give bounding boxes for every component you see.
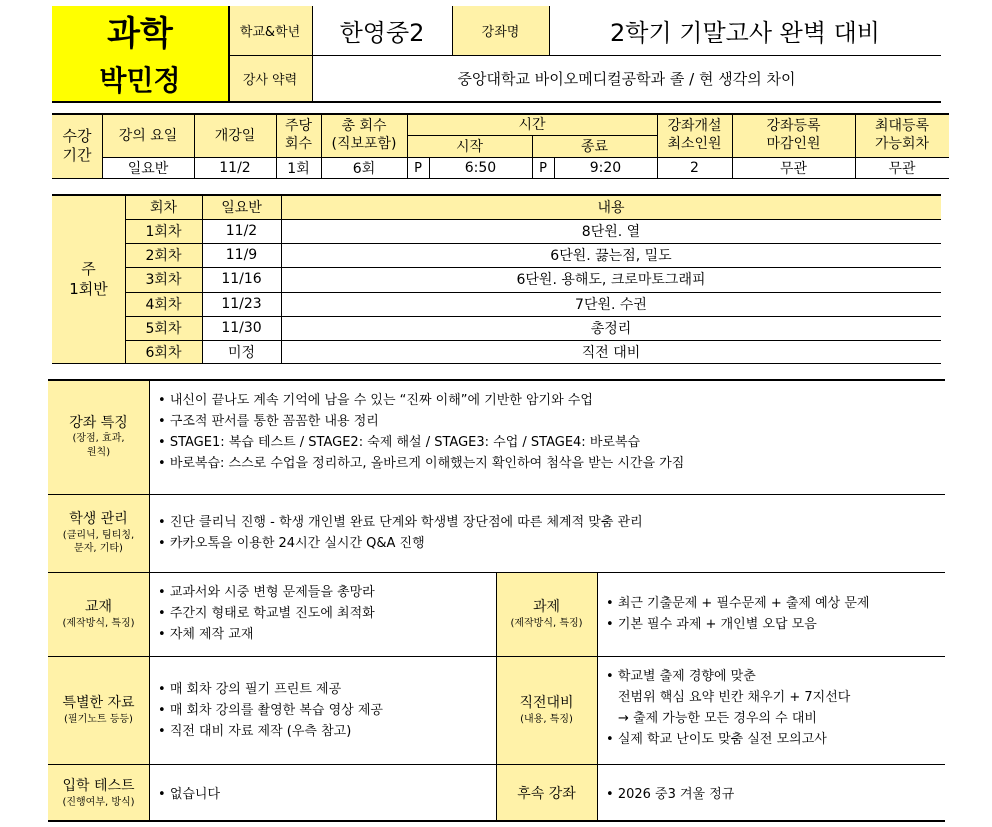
management-item: • 카카오톡을 이용한 24시간 실시간 Q&A 진행 — [158, 533, 643, 554]
schedule-session-cell: 6회차 — [125, 340, 202, 364]
materials-list — [158, 679, 383, 742]
textbook-label: 교재 — [84, 598, 113, 615]
schedule-content-cell: 직전 대비 — [581, 345, 641, 362]
final-prep-item-1: • 학교별 출제 경향에 맞춘 — [606, 669, 756, 684]
col-time-header: 시간 — [407, 113, 657, 135]
final-prep-sub: (내용, 특징) — [520, 713, 573, 725]
schedule-session-cell: 2회차 — [125, 243, 202, 267]
schedule-row-divider — [125, 267, 941, 268]
homework-label: 과제 — [532, 598, 561, 615]
schedule-session-cell: 5회차 — [125, 316, 202, 340]
schedule-date-cell: 11/23 — [221, 295, 262, 312]
min-value: 2 — [690, 160, 699, 176]
final-prep-line-2: 전범위 핵심 요약 빈칸 채우기 + 7지선다 — [618, 690, 851, 705]
features-label-cell — [48, 379, 149, 494]
schedule-date-cell: 11/16 — [221, 271, 262, 288]
col-min-header — [657, 113, 732, 157]
features-label: 강좌 특징 — [69, 414, 128, 431]
schedule-row-divider — [125, 243, 941, 244]
final-prep-item-2: • 실제 학교 난이도 맞춤 실전 모의고사 — [606, 732, 827, 747]
course-value: 2학기 기말고사 완벽 대비 — [610, 19, 880, 47]
col-time-end-header: 종료 — [532, 135, 657, 157]
schedule-content-cell: 7단원. 수권 — [575, 296, 647, 313]
total-value: 6회 — [352, 161, 376, 177]
col-deadline-text: 강좌등록 마감인원 — [766, 117, 821, 152]
max-value: 무관 — [888, 161, 916, 177]
bio-label: 강사 약력 — [228, 55, 312, 102]
period-label-text: 수강 기간 — [62, 126, 92, 164]
schedule-session-header: 회차 — [125, 194, 202, 219]
schedule-date-cell: 미정 — [227, 345, 256, 362]
textbook-label-cell — [48, 572, 149, 656]
homework-list — [606, 593, 869, 635]
textbook-item: • 자체 제작 교재 — [158, 624, 375, 645]
schedule-content-cell: 6단원. 용해도, 크로마토그래피 — [516, 272, 706, 289]
homework-label-cell — [496, 572, 597, 656]
schedule-date-cell: 11/30 — [221, 319, 262, 336]
management-item: • 진단 클리닉 진행 - 학생 개인별 완료 단계와 학생별 장단점에 따른 체계적 맞춤 관리 — [158, 512, 643, 533]
end-ampm: P — [539, 160, 547, 176]
textbook-item: • 주간지 형태로 학교별 진도에 최적화 — [158, 603, 375, 624]
homework-item: • 기본 필수 과제 + 개인별 오답 모음 — [606, 614, 869, 635]
schedule-session-cell: 4회차 — [125, 292, 202, 316]
col-total-text: 총 회수 (직보포함) — [331, 117, 397, 152]
schedule-content-cell: 6단원. 끓는점, 밀도 — [550, 248, 672, 265]
teacher-name: 박민정 — [52, 55, 228, 102]
period-label — [52, 113, 102, 179]
schedule-row-divider — [125, 316, 941, 317]
final-prep-label-cell — [496, 656, 597, 764]
followup-value: • 2026 중3 겨울 정규 — [606, 787, 735, 802]
management-label-cell — [48, 494, 149, 572]
col-weekly-header — [276, 113, 321, 157]
schedule-content-header: 내용 — [281, 194, 941, 219]
followup-value-text: 2026 중3 겨울 정규 — [617, 787, 735, 802]
period-table — [52, 113, 949, 179]
col-start-date-header: 개강일 — [194, 113, 276, 157]
followup-label: 후속 강좌 — [496, 764, 597, 822]
schedule-table — [52, 194, 941, 364]
materials-label-cell — [48, 656, 149, 764]
schedule-day-header: 일요반 — [202, 194, 281, 219]
start-time: 6:50 — [464, 160, 497, 176]
schedule-date-cell: 11/9 — [225, 247, 258, 264]
entrance-sub: (진행여부, 방식) — [62, 796, 135, 808]
entrance-value-text: 없습니다 — [169, 787, 221, 802]
management-list — [158, 512, 643, 554]
schedule-label — [52, 194, 125, 364]
entrance-value: • 없습니다 — [158, 787, 221, 802]
textbook-sub: (제작방식, 특징) — [62, 617, 135, 629]
materials-item: • 직전 대비 자료 제작 (우측 참고) — [158, 721, 383, 742]
school-label: 학교&학년 — [228, 6, 312, 55]
schedule-session-cell: 1회차 — [125, 219, 202, 243]
details-section — [48, 379, 945, 822]
schedule-row-divider — [125, 340, 941, 341]
col-day-header: 강의 요일 — [102, 113, 194, 157]
materials-label: 특별한 자료 — [62, 694, 135, 711]
weekly-value: 1회 — [287, 161, 310, 177]
schedule-row-divider — [125, 292, 941, 293]
entrance-label-cell — [48, 764, 149, 822]
col-total-header — [321, 113, 407, 157]
bio-value: 중앙대학교 바이오메디컬공학과 졸 / 현 생각의 차이 — [457, 70, 796, 88]
col-weekly-text: 주당 회수 — [284, 117, 313, 152]
start-ampm: P — [414, 160, 422, 176]
schedule-row-divider — [125, 219, 941, 220]
management-label: 학생 관리 — [69, 511, 128, 528]
schedule-content-cell: 총정리 — [590, 320, 632, 337]
day-value: 일요반 — [127, 161, 169, 177]
course-label: 강좌명 — [452, 6, 549, 55]
final-prep-line-3: → 출제 가능한 모든 경우의 수 대비 — [618, 711, 817, 726]
features-item: • STAGE1: 복습 테스트 / STAGE2: 숙제 해설 / STAGE3: 수업 / STAGE4: 바로복습 — [158, 432, 684, 453]
schedule-content-cell: 8단원. 열 — [581, 224, 641, 241]
features-sub: (장점, 효과, 원칙) — [72, 433, 125, 458]
schedule-session-cell: 3회차 — [125, 267, 202, 291]
management-sub: (클리닉, 팀티칭, 문자, 기타) — [62, 529, 135, 555]
col-max-header — [855, 113, 949, 157]
end-time: 9:20 — [589, 160, 622, 176]
col-max-text: 최대등록 가능회차 — [874, 117, 930, 152]
homework-item: • 최근 기출문제 + 필수문제 + 출제 예상 문제 — [606, 593, 869, 614]
final-prep-item-1-cont — [606, 687, 850, 708]
final-prep-line-1: 학교별 출제 경향에 맞춘 — [617, 669, 756, 684]
schedule-date-cell: 11/2 — [225, 223, 258, 240]
materials-item: • 매 회차 강의 필기 프린트 제공 — [158, 679, 383, 700]
header-section — [52, 6, 941, 102]
textbook-item: • 교과서와 시중 변형 문제들을 총망라 — [158, 582, 375, 603]
materials-sub: (필기노트 등등) — [64, 713, 133, 725]
final-prep-label: 직전대비 — [519, 694, 574, 711]
deadline-value: 무관 — [779, 161, 808, 177]
features-list — [158, 390, 684, 474]
start-date-value: 11/2 — [219, 160, 251, 176]
textbook-list — [158, 582, 375, 645]
entrance-label: 입학 테스트 — [62, 777, 135, 794]
col-deadline-header — [732, 113, 855, 157]
school-value: 한영중2 — [339, 19, 425, 47]
homework-sub: (제작방식, 특징) — [510, 617, 583, 629]
final-prep-line-4: 실제 학교 난이도 맞춤 실전 모의고사 — [617, 732, 827, 747]
features-item: • 구조적 판서를 통한 꼼꼼한 내용 정리 — [158, 411, 684, 432]
final-prep-item-1-arrow — [606, 708, 850, 729]
final-prep-list — [606, 666, 850, 750]
materials-item: • 매 회차 강의를 촬영한 복습 영상 제공 — [158, 700, 383, 721]
col-time-start-header: 시작 — [407, 135, 532, 157]
subject-title: 과학 — [52, 6, 228, 55]
col-min-text: 강좌개설 최소인원 — [667, 117, 722, 152]
features-item: • 내신이 끝나도 계속 기억에 남을 수 있는 “진짜 이해”에 기반한 암기와 수업 — [158, 390, 684, 411]
features-item: • 바로복습: 스스로 수업을 정리하고, 올바르게 이해했는지 확인하여 첨삭을 받는 시간을 가짐 — [158, 453, 684, 474]
schedule-label-text: 주 1회반 — [69, 259, 108, 298]
